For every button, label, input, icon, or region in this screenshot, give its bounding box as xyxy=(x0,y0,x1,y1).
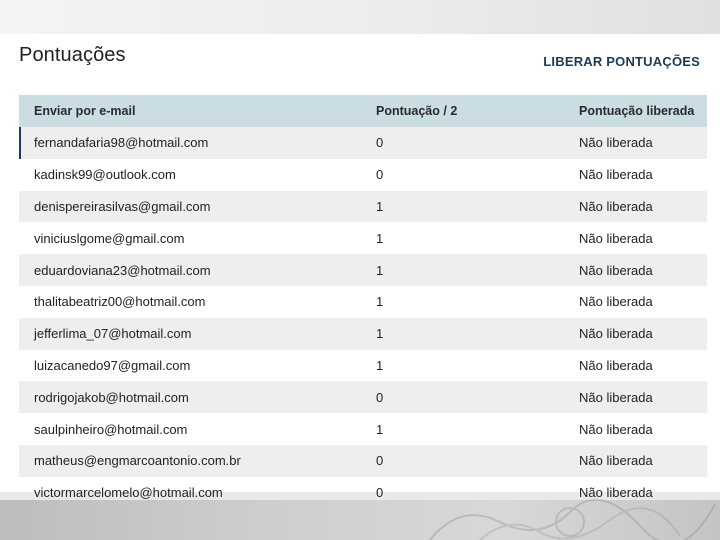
status-cell: Não liberada xyxy=(579,167,653,183)
email-cell: victormarcelomelo@hotmail.com xyxy=(34,485,223,501)
table-row[interactable] xyxy=(19,286,707,318)
table-row[interactable] xyxy=(19,127,707,159)
email-cell: jefferlima_07@hotmail.com xyxy=(34,326,192,342)
status-cell: Não liberada xyxy=(579,198,653,214)
table-row[interactable] xyxy=(19,350,707,382)
score-cell: 1 xyxy=(376,230,384,246)
background-emblem-icon xyxy=(420,492,720,540)
table-header xyxy=(19,95,707,127)
status-cell: Não liberada xyxy=(579,485,653,501)
score-cell: 0 xyxy=(376,453,384,469)
status-cell: Não liberada xyxy=(579,230,653,246)
score-cell: 1 xyxy=(376,326,384,342)
status-cell: Não liberada xyxy=(579,135,653,151)
column-header-released[interactable]: Pontuação liberada xyxy=(579,104,695,118)
score-cell: 1 xyxy=(376,294,384,310)
email-cell: viniciuslgome@gmail.com xyxy=(34,230,185,246)
status-cell: Não liberada xyxy=(579,262,653,278)
email-cell: saulpinheiro@hotmail.com xyxy=(34,421,188,437)
page-title: Pontuações xyxy=(19,44,126,66)
table-row[interactable] xyxy=(19,159,707,191)
status-cell: Não liberada xyxy=(579,453,653,469)
column-header-email[interactable]: Enviar por e-mail xyxy=(34,104,136,118)
score-cell: 1 xyxy=(376,421,384,437)
table-row[interactable] xyxy=(19,222,707,254)
score-cell: 0 xyxy=(376,167,384,183)
score-cell: 1 xyxy=(376,357,384,373)
score-cell: 1 xyxy=(376,262,384,278)
email-cell: matheus@engmarcoantonio.com.br xyxy=(34,453,241,469)
top-background-strip xyxy=(0,0,720,34)
email-cell: fernandafaria98@hotmail.com xyxy=(34,135,209,151)
scores-table xyxy=(19,95,707,509)
scores-panel xyxy=(0,34,720,501)
table-row[interactable] xyxy=(19,381,707,413)
release-scores-button[interactable]: LIBERAR PONTUAÇÕES xyxy=(543,54,700,69)
email-cell: eduardoviana23@hotmail.com xyxy=(34,262,211,278)
email-cell: thalitabeatriz00@hotmail.com xyxy=(34,294,206,310)
table-row[interactable] xyxy=(19,445,707,477)
email-cell: denispereirasilvas@gmail.com xyxy=(34,198,211,214)
score-cell: 0 xyxy=(376,389,384,405)
table-row[interactable] xyxy=(19,191,707,223)
score-cell: 0 xyxy=(376,135,384,151)
email-cell: kadinsk99@outlook.com xyxy=(34,167,176,183)
score-cell: 0 xyxy=(376,485,384,501)
status-cell: Não liberada xyxy=(579,357,653,373)
status-cell: Não liberada xyxy=(579,421,653,437)
table-row[interactable] xyxy=(19,254,707,286)
column-header-score[interactable]: Pontuação / 2 xyxy=(376,104,458,118)
score-cell: 1 xyxy=(376,198,384,214)
status-cell: Não liberada xyxy=(579,389,653,405)
table-row[interactable] xyxy=(19,318,707,350)
status-cell: Não liberada xyxy=(579,294,653,310)
email-cell: rodrigojakob@hotmail.com xyxy=(34,389,189,405)
table-row[interactable] xyxy=(19,413,707,445)
status-cell: Não liberada xyxy=(579,326,653,342)
email-cell: luizacanedo97@gmail.com xyxy=(34,357,191,373)
